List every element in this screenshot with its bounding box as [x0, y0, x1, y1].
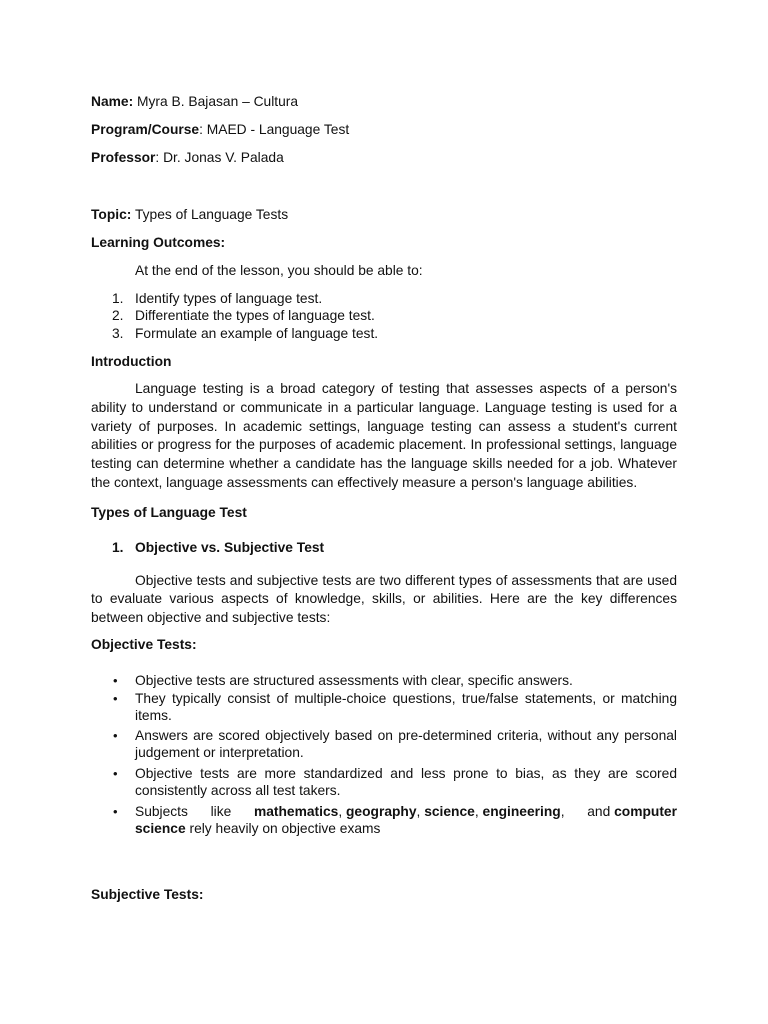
subject-mathematics: mathematics — [253, 804, 339, 819]
bullet-text: They typically consist of multiple-choice questions, true/false statements, or matching items. — [135, 691, 677, 723]
bullet-glyph: • — [113, 691, 118, 706]
like-word: like — [210, 804, 232, 819]
learning-outcomes-intro: At the end of the lesson, you should be able to: — [135, 263, 423, 278]
subject-science: science — [424, 804, 475, 819]
topic-value: Types of Language Tests — [131, 207, 289, 222]
outcome-text: Identify types of language test. — [135, 291, 323, 306]
bullet-text: Objective tests are structured assessments with clear, specific answers. — [135, 673, 573, 688]
outcome-text: Formulate an example of language test. — [135, 326, 379, 341]
outcome-text: Differentiate the types of language test. — [135, 308, 375, 323]
bullet-glyph: • — [113, 673, 118, 688]
comma: , — [338, 804, 346, 819]
bullet-glyph: • — [113, 804, 118, 819]
types-heading: Types of Language Test — [91, 505, 247, 520]
subject-computer-science: science — [135, 821, 186, 836]
introduction-heading: Introduction — [91, 354, 172, 369]
subject-geography: geography — [346, 804, 417, 819]
name-label: Name: — [91, 94, 134, 109]
bullet-glyph: • — [113, 728, 118, 743]
outcome-number: 2. — [112, 308, 124, 323]
subheading-text: Objective vs. Subjective Test — [135, 540, 325, 555]
subheading-number: 1. — [112, 540, 124, 555]
outcome-number: 3. — [112, 326, 124, 341]
subjects-line-2-text — [135, 820, 677, 837]
outcome-number: 1. — [112, 291, 124, 306]
types-paragraph: Objective tests and subjective tests are two different types of assessments that are used to evaluate various aspects of knowledge, skills, or abilities. Here are the key differences between objective and subjective tests: — [91, 573, 677, 625]
professor-line — [91, 149, 677, 166]
learning-outcomes-heading: Learning Outcomes: — [91, 235, 226, 250]
subject-engineering: engineering — [482, 804, 561, 819]
name-line — [91, 93, 677, 110]
professor-label: Professor — [91, 150, 156, 165]
topic-line — [91, 206, 677, 223]
professor-value: : Dr. Jonas V. Palada — [155, 150, 284, 165]
and-computer — [587, 803, 677, 820]
comma: , — [560, 804, 565, 819]
and-word: and — [587, 804, 611, 819]
comma: , — [416, 804, 425, 819]
bullet-glyph: • — [113, 766, 118, 781]
topic-label: Topic: — [91, 207, 132, 222]
subjects-word: Subjects — [135, 804, 188, 819]
name-value: Myra B. Bajasan – Cultura — [133, 94, 299, 109]
program-label: Program/Course — [91, 122, 200, 137]
subjects-line-1 — [135, 803, 677, 820]
bullet-text: Answers are scored objectively based on pre-determined criteria, without any personal judgement or interpretation. — [135, 728, 677, 760]
subject-computer: computer — [614, 804, 677, 819]
subjects-rest: rely heavily on objective exams — [185, 821, 381, 836]
program-line — [91, 121, 677, 138]
subjects-list — [254, 803, 565, 820]
bullet-text: Objective tests are more standardized and less prone to bias, as they are scored consistently across all test takers. — [135, 766, 677, 798]
subjective-tests-heading: Subjective Tests: — [91, 887, 204, 902]
objective-tests-heading: Objective Tests: — [91, 637, 197, 652]
introduction-paragraph: Language testing is a broad category of testing that assesses aspects of a person's ability to understand or communicate in a particular language. Language testing is used for a variety of purposes. In academic settings, language testing can assess a student's current abilities or progress for the purposes of academic placement. In professional settings, language testing can determine whether a candidate has the language skills needed for a job. Whatever the context, language assessments can effectively measure a person's language abilities. — [91, 381, 677, 490]
comma: , — [474, 804, 483, 819]
program-value: : MAED - Language Test — [199, 122, 350, 137]
